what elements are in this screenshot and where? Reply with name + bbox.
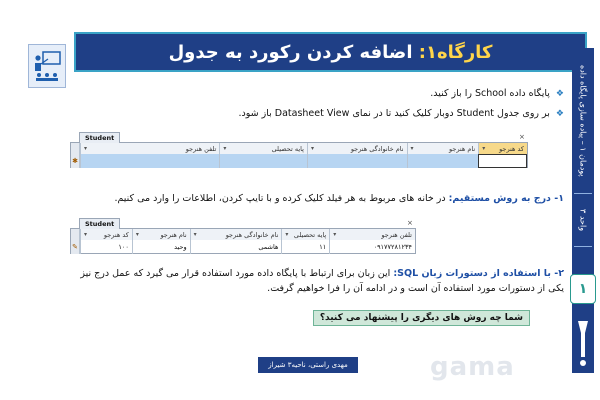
close-tab-icon[interactable]: × — [407, 219, 413, 227]
sidebar-tool-area — [572, 313, 594, 373]
bullet-text: بر روی جدول Student دوبار کلیک کنید تا در نمای Datasheet View باز شود. — [238, 108, 550, 119]
step-2-line1: این زبان برای ارتباط با پایگاه داده مورد استفاده قرار می گیرد که عمل درج نیز — [80, 268, 394, 279]
title-main: اضافه کردن رکورد به جدول — [168, 41, 413, 63]
slide-header — [74, 32, 587, 72]
column-header[interactable]: پایه تحصیلی ▾ — [219, 143, 307, 154]
grid-cell[interactable]: ۰۹۱۷۷۲۸۱۲۳۴ — [329, 240, 415, 254]
datasheet-grid-filled — [70, 219, 416, 254]
footer-author: مهدی راستی، ناحیه۳ شیراز — [258, 357, 358, 373]
sidebar-divider — [574, 246, 592, 247]
record-row[interactable] — [80, 240, 415, 254]
bullet-text: پایگاه داده School را باز کنید. — [430, 88, 550, 99]
grid-cell[interactable]: هاشمی — [190, 240, 282, 254]
new-record-row[interactable] — [80, 154, 527, 168]
column-header[interactable]: پایه تحصیلی ▾ — [281, 229, 329, 240]
column-header[interactable]: نام هنرجو ▾ — [132, 229, 190, 240]
row-selector-header — [71, 143, 80, 154]
column-header[interactable]: تلفن هنرجو ▾ — [329, 229, 415, 240]
step-1-body: در خانه های مربوط به هر فیلد کلیک کرده و با تایپ کردن، اطلاعات را وارد می کنیم. — [114, 193, 449, 204]
grid-cell[interactable]: وحید — [132, 240, 190, 254]
sidebar-divider — [574, 193, 592, 194]
sidebar-unit-text: واحد ۳ — [578, 208, 588, 232]
tool-icon — [572, 313, 594, 373]
right-sidebar — [572, 48, 594, 373]
teacher-board-icon — [32, 50, 62, 82]
close-tab-icon[interactable]: × — [519, 133, 525, 141]
grid-header-cells — [80, 143, 527, 154]
grid-cell[interactable] — [307, 154, 407, 168]
sidebar-badge: ۱ — [570, 274, 596, 304]
column-header[interactable]: نام خانوادگی هنرجو ▾ — [190, 229, 282, 240]
watermark-logo: gama — [430, 352, 515, 382]
grid-cell[interactable]: ۱۱ — [281, 240, 329, 254]
step-2-label: ۲- با استفاده از دستورات زبان SQL: — [393, 268, 564, 279]
question-box: شما چه روش های دیگری را پیشنهاد می کنید؟ — [313, 310, 530, 326]
column-header[interactable]: نام هنرجو ▾ — [407, 143, 479, 154]
title-prefix: کارگاه۱: — [412, 41, 493, 63]
grid-cell[interactable] — [407, 154, 479, 168]
bullet-diamond-icon: ❖ — [555, 108, 564, 119]
datasheet-grid-empty — [70, 133, 528, 168]
column-header[interactable]: نام خانوادگی هنرجو ▾ — [307, 143, 407, 154]
step-1-label: ۱- درج به روش مستقیم: — [448, 193, 564, 204]
table-tab-student[interactable]: Student — [79, 132, 120, 143]
new-record-marker[interactable]: ✱ — [71, 154, 80, 168]
step-2-text — [80, 268, 564, 279]
table-tab-student[interactable]: Student — [79, 218, 120, 229]
grid-cell[interactable]: ۱۰۰ — [80, 240, 132, 254]
bullet-item — [238, 108, 564, 119]
grid-header-cells — [80, 229, 415, 240]
step-2-line2: یکی از دستورات مورد استفاده آن است و در ادامه آن را فرا خواهیم گرفت. — [267, 283, 564, 294]
bullet-item — [430, 88, 564, 99]
grid-cell[interactable] — [219, 154, 307, 168]
row-selector-header — [71, 229, 80, 240]
sidebar-module-text: پودمان ۱ – پیاده سازی پایگاه داده — [578, 65, 588, 177]
bullet-diamond-icon: ❖ — [555, 88, 564, 99]
grid-cell[interactable] — [80, 154, 219, 168]
grid-cell-active[interactable] — [478, 154, 527, 168]
slide-title — [169, 42, 493, 63]
record-selector[interactable]: ✎ — [71, 240, 80, 254]
column-header[interactable]: تلفن هنرجو ▾ — [80, 143, 219, 154]
step-1-text — [114, 193, 564, 204]
column-header[interactable]: کد هنرجو ▾ — [80, 229, 132, 240]
classroom-icon-box — [28, 44, 66, 88]
column-header-active[interactable]: کد هنرجو ▾ — [478, 143, 527, 154]
